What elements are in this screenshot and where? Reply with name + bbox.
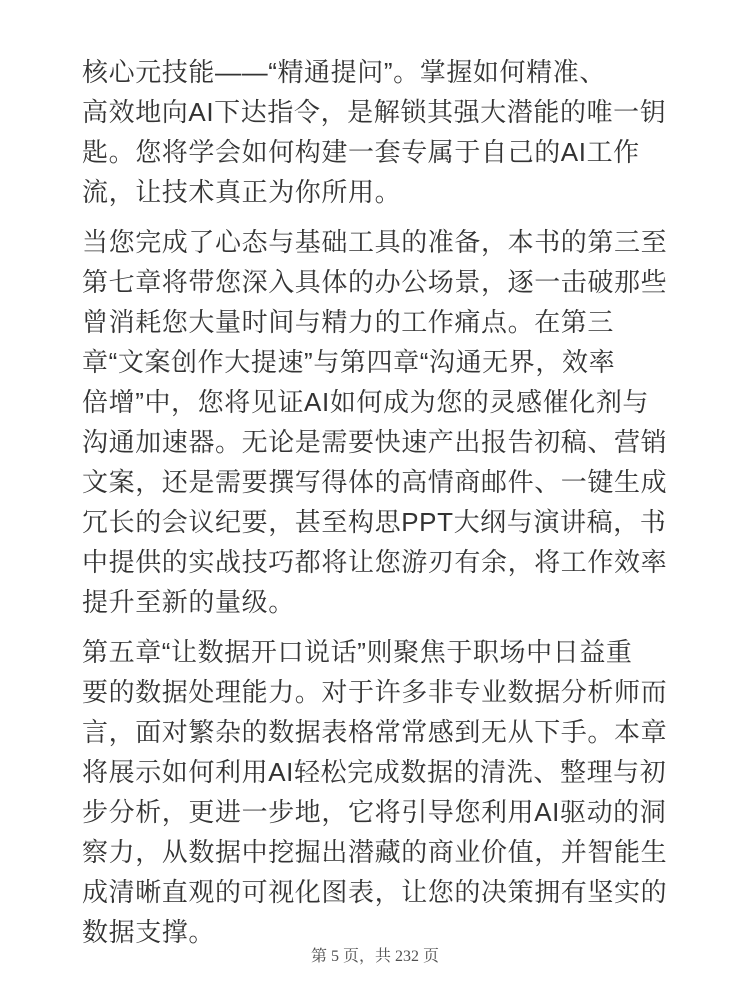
text-line: 察力，从数据中挖掘出潜藏的商业价值，并智能生 bbox=[82, 837, 668, 867]
text-line: 沟通加速器。无论是需要快速产出报告初稿、营销 bbox=[82, 427, 668, 457]
text-line: 第七章将带您深入具体的办公场景，逐一击破那些 bbox=[82, 267, 668, 297]
text-line: 步分析，更进一步地，它将引导您利用AI驱动的洞 bbox=[82, 797, 667, 827]
text-line: 数据支撑。 bbox=[82, 917, 216, 947]
text-line: 提升至新的量级。 bbox=[82, 587, 295, 617]
paragraph-3 bbox=[82, 632, 672, 952]
text-line: 冗长的会议纪要，甚至构思PPT大纲与演讲稿，书 bbox=[82, 507, 667, 537]
text-line: 流，让技术真正为你所用。 bbox=[82, 177, 402, 207]
text-line: 言，面对繁杂的数据表格常常感到无从下手。本章 bbox=[82, 717, 668, 747]
paragraph-1 bbox=[82, 52, 672, 212]
text-line: 匙。您将学会如何构建一套专属于自己的AI工作 bbox=[82, 137, 640, 167]
paragraph-2 bbox=[82, 222, 672, 622]
text-line: 核心元技能——“精通提问”。掌握如何精准、 bbox=[82, 57, 606, 87]
text-line: 将展示如何利用AI轻松完成数据的清洗、整理与初 bbox=[82, 757, 667, 787]
text-line: 文案，还是需要撰写得体的高情商邮件、一键生成 bbox=[82, 467, 668, 497]
page-number: 第 5 页，共 232 页 bbox=[310, 948, 439, 965]
text-line: 要的数据处理能力。对于许多非专业数据分析师而 bbox=[82, 677, 668, 707]
text-line: 当您完成了心态与基础工具的准备，本书的第三至 bbox=[82, 227, 668, 257]
text-line: 中提供的实战技巧都将让您游刃有余，将工作效率 bbox=[82, 547, 668, 577]
text-line: 章“文案创作大提速”与第四章“沟通无界，效率 bbox=[82, 347, 616, 377]
text-line: 曾消耗您大量时间与精力的工作痛点。在第三 bbox=[82, 307, 615, 337]
text-line: 倍增”中，您将见证AI如何成为您的灵感催化剂与 bbox=[82, 387, 650, 417]
text-line: 成清晰直观的可视化图表，让您的决策拥有坚实的 bbox=[82, 877, 668, 907]
text-line: 第五章“让数据开口说话”则聚焦于职场中日益重 bbox=[82, 637, 633, 667]
text-line: 高效地向AI下达指令，是解锁其强大潜能的唯一钥 bbox=[82, 97, 667, 127]
